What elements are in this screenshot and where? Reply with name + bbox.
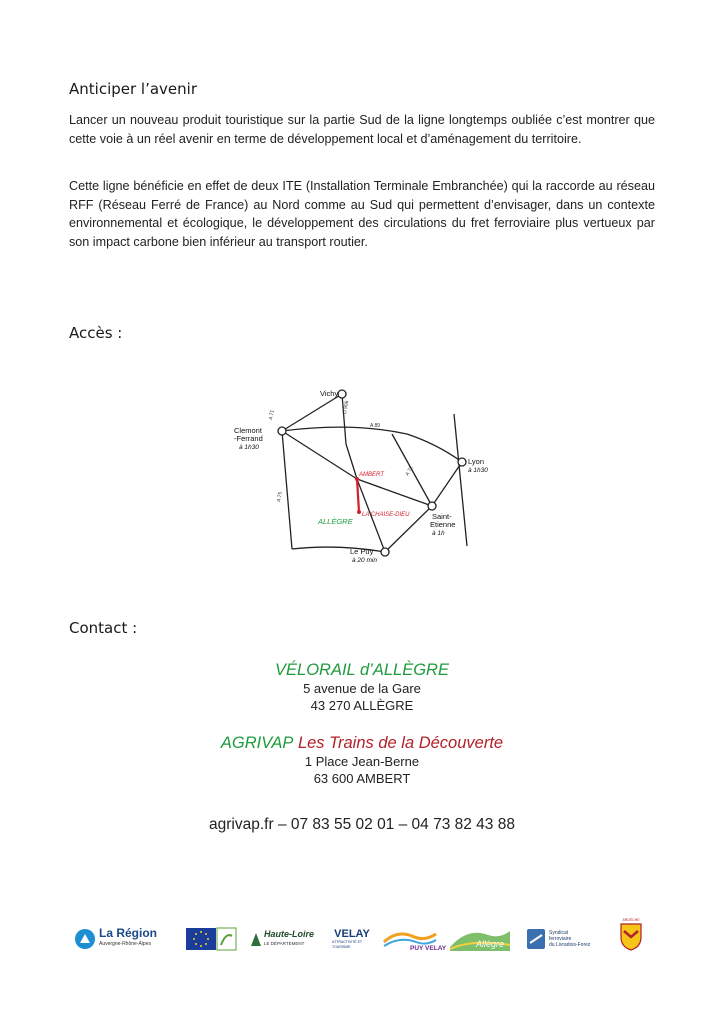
label-saint: Saint- — [432, 512, 452, 521]
haute-loire-icon — [250, 931, 262, 947]
label-road-a71: A 71 — [268, 409, 276, 421]
section-heading-contact: Contact : — [69, 619, 138, 637]
org-agrivap-address: 1 Place Jean-Berne — [304, 754, 420, 769]
paragraph-intro: Lancer un nouveau produit touristique sur la partie Sud de la ligne longtemps oubliée c’est montrer que cette voie à un réel avenir en terme de développement local et d’aménagement du territoire. — [69, 113, 655, 146]
eu-flag-icon — [186, 928, 236, 950]
node-lyon — [458, 458, 466, 466]
puy-velay-icon — [382, 926, 447, 952]
shield-icon — [620, 923, 642, 951]
label-le-puy-time: à 20 min — [352, 557, 377, 564]
road-ambert-stetienne — [357, 479, 432, 506]
org-velorail-name: VÉLORAIL d’ALLÈGRE — [275, 661, 449, 679]
paragraph-ite: Cette ligne bénéficie en effet de deux ITE (Installation Terminale Embranchée) qui la raccorde au réseau RFF (Réseau Ferré de France) au Nord comme au Sud qui permettent d’envisager, dans un contexte environnemental et écologique, le développement des circulations du fret ferroviaire plus vertueux par son impact carbone bien inférieur au transport routier. — [69, 179, 655, 249]
syndicat-line2: ferroviaire — [549, 936, 572, 942]
label-chaise-dieu: LA CHAISE-DIEU — [362, 512, 410, 518]
label-clermont-time: à 1h30 — [239, 444, 259, 451]
node-chaise-dieu — [357, 510, 361, 514]
road-clermont-lepuy — [282, 431, 385, 552]
allegre-logo-text: Allègre — [476, 939, 505, 949]
logo-syndicat — [526, 918, 604, 960]
node-saint-etienne — [428, 502, 436, 510]
contact-footer-line: agrivap.fr – 07 83 55 02 01 – 04 73 82 43 88 — [209, 816, 515, 833]
road-right-edge — [454, 414, 467, 546]
label-ambert: AMBERT — [359, 472, 384, 478]
syndicat-icon — [526, 927, 546, 951]
region-icon — [74, 928, 96, 950]
org-agrivap-name: AGRIVAP — [220, 734, 294, 752]
label-le-puy: Le Puy — [350, 547, 374, 556]
label-road-a89: A 89 — [370, 423, 381, 429]
contact-agrivap — [0, 733, 724, 787]
label-lyon-time: à 1h30 — [468, 467, 488, 474]
road-lepuy-lyon — [385, 462, 462, 552]
region-title: La Région — [99, 926, 158, 940]
label-allegre: ALLÈGRE — [318, 517, 353, 526]
logo-la-region — [74, 918, 172, 960]
haute-loire-title: Haute-Loire — [264, 929, 315, 939]
label-saint-etienne-time: à 1h — [432, 530, 445, 537]
syndicat-line3: du Livradois-Forez — [549, 942, 591, 948]
logo-puy-velay — [382, 918, 447, 960]
node-le-puy — [381, 548, 389, 556]
shield-text: ARDÈCHE — [622, 918, 640, 922]
velay-title: VELAY — [334, 927, 370, 940]
org-velorail-address: 5 avenue de la Gare — [303, 681, 421, 696]
node-clermont — [278, 427, 286, 435]
haute-loire-sub: LE DÉPARTEMENT — [264, 941, 305, 946]
org-agrivap-city: 63 600 AMBERT — [313, 771, 411, 786]
logo-allegre — [448, 918, 512, 960]
access-map — [222, 384, 492, 566]
label-road-d906: D 906 — [342, 400, 351, 415]
label-road-a75: A 75 — [276, 491, 284, 503]
logo-shield — [618, 918, 644, 960]
label-clermont: Clemont — [234, 426, 262, 435]
region-sub: Auvergne-Rhône-Alpes — [99, 941, 151, 947]
logo-eu-leader — [186, 918, 238, 960]
puy-velay-text: PUY VELAY — [410, 945, 447, 952]
road-a71 — [282, 394, 342, 431]
node-vichy — [338, 390, 346, 398]
road-a89 — [282, 427, 462, 462]
logo-velay — [332, 918, 372, 960]
label-etienne: Etienne — [430, 520, 456, 529]
section-heading-acces: Accès : — [69, 324, 123, 342]
label-road-a72: A 72 — [404, 465, 415, 477]
label-ferrand: -Ferrand — [234, 434, 263, 443]
org-velorail-city: 43 270 ALLÈGRE — [310, 698, 414, 713]
road-a75 — [282, 431, 292, 549]
label-lyon: Lyon — [468, 457, 484, 466]
section-heading-anticiper: Anticiper l’avenir — [69, 80, 197, 98]
syndicat-line1: Syndicat — [549, 930, 569, 936]
velay-sub: ATTRACTIVITÉ ET TOURISME — [332, 939, 363, 949]
label-vichy: Vichy — [320, 389, 339, 398]
allegre-logo-icon — [448, 925, 512, 953]
org-agrivap-tagline: Les Trains de la Découverte — [297, 734, 504, 752]
logo-haute-loire — [250, 918, 320, 960]
partner-logos — [70, 918, 660, 960]
contact-velorail — [0, 660, 724, 714]
